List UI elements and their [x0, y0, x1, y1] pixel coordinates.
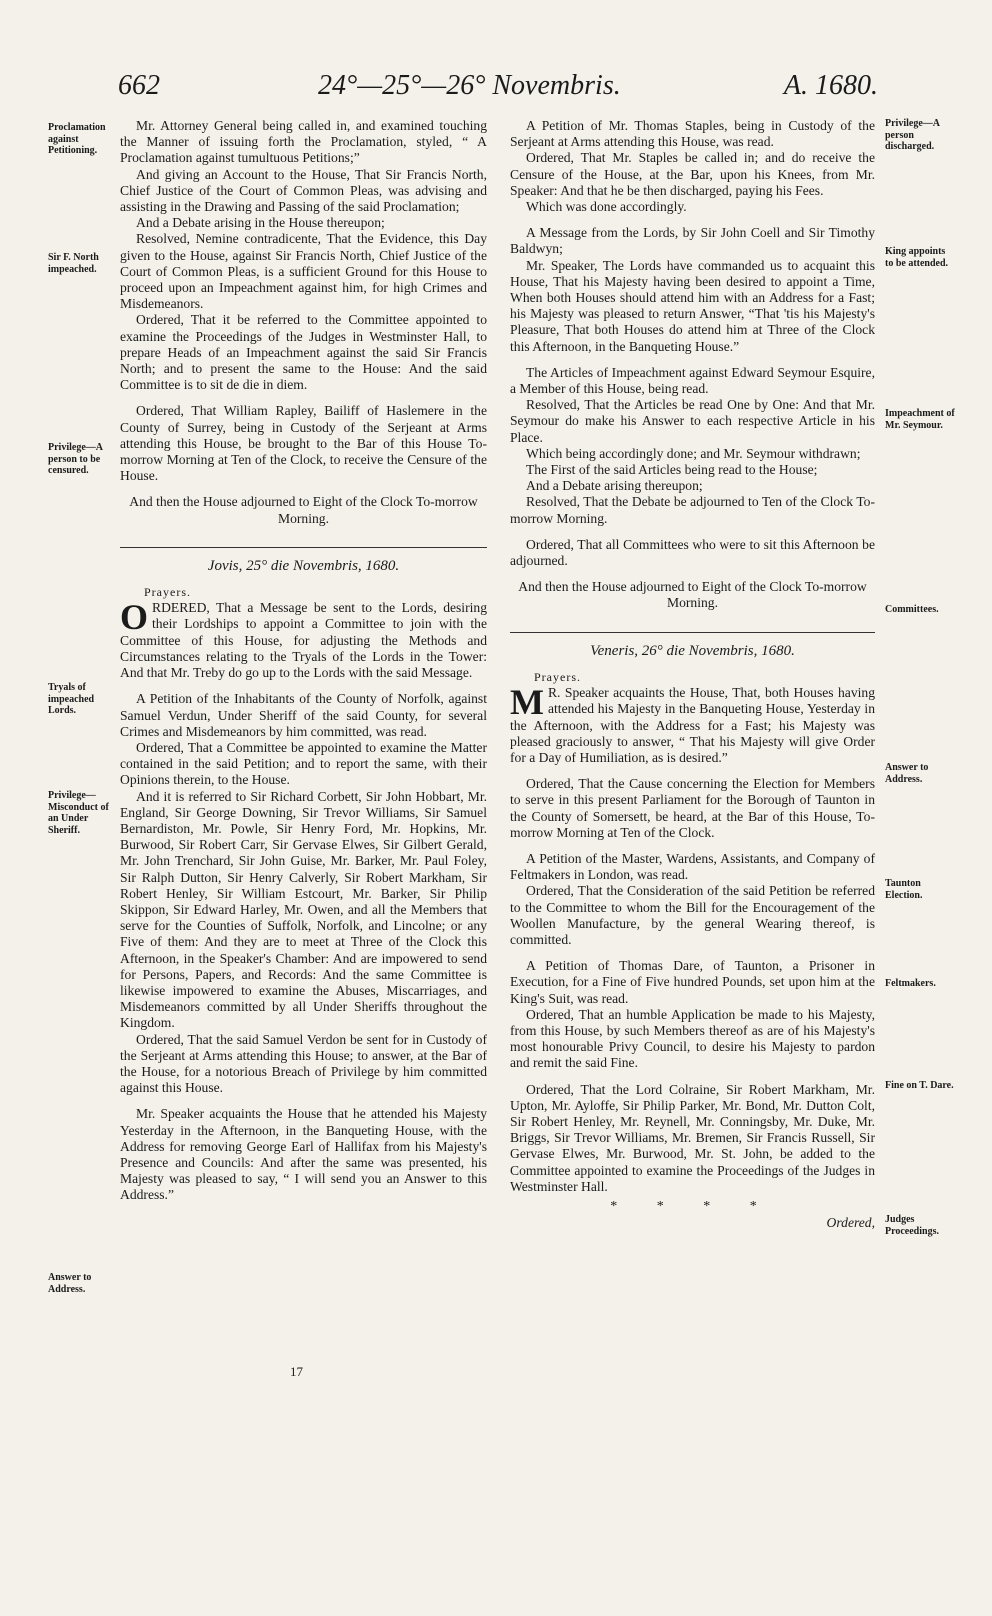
paragraph: Ordered, That William Rapley, Bailiff of Haslemere in the County of Surrey, being in Custody of the Serjeant at Arms attending this House, be brought to the Bar of this House To-morrow Morning at Ten of the Clock, to receive the Censure of the House.: [120, 403, 487, 484]
left-column: [120, 118, 487, 1204]
paragraph: Ordered, That an humble Application be made to his Majesty, from this House, by such Members thereof as are of his Majesty's most honourable Privy Council, to desire his Majesty to pardon and remit the said Fine.: [510, 1006, 875, 1071]
paragraph: Which being accordingly done; and Mr. Seymour withdrawn;: [526, 445, 861, 461]
paragraph: Ordered, That the Cause concerning the Election for Members to serve in this present Parliament for the Borough of Taunton in the County of Somersett, be heard, at the Bar of this House, To-morrow Morning at Ten of the Clock.: [510, 776, 875, 840]
paragraph: Resolved, That the Debate be adjourned to Ten of the Clock To-morrow Morning.: [510, 494, 875, 526]
margin-note: Committees.: [885, 604, 939, 615]
paragraph: And giving an Account to the House, That Sir Francis North, Chief Justice of the Court of Common Pleas, was advising and assisting in the Drawing and Passing of the said Proclamation;: [120, 166, 487, 215]
page-header: [118, 70, 878, 110]
paragraph: Ordered, That the Lord Colraine, Sir Robert Markham, Mr. Upton, Mr. Ayloffe, Sir Philip Parker, Mr. Bond, Mr. Dutton Colt, Sir Robert Henley, Mr. Reynell, Mr. Conningsby, Mr. Duke, Mr. Briggs, Sir Trevor Williams, Mr. Bremen, Sir Francis Russell, Sir Gervase Elwes, Mr. Burwood, Mr. St. John, be added to the Committee appointed to examine the Proceedings of the Judges in Westminster Hall.: [510, 1081, 875, 1194]
day-heading: Jovis, 25° die Novembris, 1680.: [207, 557, 400, 574]
adjournment: And then the House adjourned to Eight of the Clock To-morrow Morning.: [129, 494, 478, 526]
section-rule: [510, 632, 875, 633]
margin-note: Sir F. North impeached.: [48, 252, 99, 275]
margin-note: Privilege—A person discharged.: [885, 118, 940, 152]
adjournment: And then the House adjourned to Eight of the Clock To-morrow Morning.: [518, 579, 867, 611]
section-rule: [120, 547, 487, 548]
right-column: [510, 118, 875, 1231]
paragraph: Mr. Attorney General being called in, and examined touching the Manner of issuing forth the Proclamation, styled, “ A Proclamation against tumultuous Petitions;”: [120, 118, 487, 166]
paragraph: And it is referred to Sir Richard Corbett, Sir John Hobbart, Mr. England, Sir George Downing, Sir Trevor Williams, Sir Samuel Bernardiston, Mr. Powle, Sir Henry Ford, Mr. Hopkins, Mr. Burwood, Sir Robert Carr, Sir Gervase Elwes, Sir Gilbert Gerald, Mr. John Trenchard, Sir John Guise, Mr. Barker, Mr. Paul Foley, Sir Ralph Dutton, Sir Henry Calverly, Sir Robert Markham, Sir Robert Henley, Sir William Estcourt, Mr. Barker, Sir Philip Skippon, Sir Edward Harley, Mr. Owen, and all the Members that serve for the Counties of Suffolk, Norfolk, and Lincolne; or any Five of them: And they are to meet at Three of the Clock this Afternoon, in the Speaker's Chamber: And are impowered to send for Persons, Papers, and Records: And the same Committee is likewise impowered to examine the Abuses, Miscarriages, and Misdemeanors committed by all Under Sheriffs throughout the Kingdom.: [120, 788, 487, 1031]
ornament-stars: * * * *: [610, 1198, 775, 1214]
paragraph: Resolved, That the Articles be read One by One: And that Mr. Seymour do make his Answer to each respective Article in his Place.: [510, 397, 875, 445]
margin-note: Privilege—Misconduct of an Under Sheriff.: [48, 790, 109, 836]
paragraph: Ordered, That the Consideration of the said Petition be referred to the Committee to whom the Bill for the Encouragement of the Woollen Manufacture, by the general Wearing thereof, is committed.: [510, 883, 875, 947]
paragraph: A Petition of Mr. Thomas Staples, being in Custody of the Serjeant at Arms attending this House, was read.: [510, 118, 875, 150]
paragraph: The Articles of Impeachment against Edward Seymour Esquire, a Member of this House, being read.: [510, 364, 875, 397]
margin-note: Tryals of impeached Lords.: [48, 682, 95, 716]
margin-note: Proclamation against Petitioning.: [48, 122, 106, 156]
day-heading: Veneris, 26° die Novembris, 1680.: [590, 642, 795, 659]
margin-note: Privilege—A person to be censured.: [48, 442, 103, 476]
margin-note: Impeachment of Mr. Seymour.: [885, 408, 955, 431]
prayers-label: Prayers.: [534, 669, 581, 684]
prayers-label: Prayers.: [144, 585, 191, 600]
page-number: 662: [118, 70, 160, 101]
margin-note: Fine on T. Dare.: [885, 1080, 954, 1091]
header-year: A. 1680.: [783, 70, 878, 101]
header-dates: 24°—25°—26° Novembris.: [318, 70, 621, 101]
paragraph: Ordered, That all Committees who were to sit this Afternoon be adjourned.: [510, 536, 875, 569]
paragraph: Mr. Speaker, The Lords have commanded us to acquaint this House, That his Majesty having been desired to appoint a Time, When both Houses should attend him with an Address for a Fast; his Majesty was pleased to return Answer, “That 'tis his Majesty's Pleasure, That both Houses do attend him at Three of the Clock this Afternoon, in the Banqueting House.”: [510, 257, 875, 354]
paragraph: A Message from the Lords, by Sir John Coell and Sir Timothy Baldwyn;: [510, 225, 875, 257]
paragraph: Ordered, That Mr. Staples be called in; and do receive the Censure of the House, at the Bar, upon his Knees, from Mr. Speaker: And that he be then discharged, paying his Fees.: [510, 150, 875, 198]
paragraph: A Petition of the Master, Wardens, Assistants, and Company of Feltmakers in London, was read.: [510, 850, 875, 883]
paragraph: Resolved, Nemine contradicente, That the Evidence, this Day given to the House, against Sir Francis North, Chief Justice of the Court of Common Pleas, is a sufficient Ground for this House to proceed upon an Impeachment against him, for high Crimes and Misdemeanors.: [120, 231, 487, 312]
paragraph: Ordered, That it be referred to the Committee appointed to examine the Proceedings of the Judges in Westminster Hall, to prepare Heads of an Impeachment against the said Sir Francis North; and to present the same to the House: And the said Committee is to sit de die in diem.: [120, 312, 487, 393]
margin-note: King appoints to be attended.: [885, 246, 949, 269]
paragraph: R. Speaker acquaints the House, That, both Houses having attended his Majesty in the Banqueting House, Yesterday in the Afternoon, with the Address for a Fast; his Majesty was pleased graciously to answer, “ That his Majesty will give Order for a Day of Humiliation, as is desired.”: [510, 685, 875, 765]
paragraph: RDERED, That a Message be sent to the Lords, desiring their Lordships to appoint a Committee to join with the Committee of this House, for adjusting the Methods and Circumstances relating to the Tryals of the Lords in the Tower: And that Mr. Treby do go up to the Lords with the said Message.: [120, 600, 487, 681]
margin-note: Feltmakers.: [885, 978, 936, 989]
paragraph: A Petition of the Inhabitants of the County of Norfolk, against Samuel Verdun, Under Sheriff of the said County, for several Crimes and Misdemeanors by him committed, was read.: [120, 691, 487, 739]
signature-mark: 17: [290, 1364, 303, 1379]
margin-note: Answer to Address.: [885, 762, 929, 785]
margin-note: Taunton Election.: [885, 878, 923, 901]
paragraph: Which was done accordingly.: [526, 199, 687, 215]
drop-cap: O: [120, 597, 149, 638]
margin-note: Judges Proceedings.: [885, 1214, 939, 1237]
paragraph: And a Debate arising in the House thereupon;: [136, 215, 385, 231]
paragraph: A Petition of Thomas Dare, of Taunton, a Prisoner in Execution, for a Fine of Five hundred Pounds, set upon him at the King's Suit, was read.: [510, 958, 875, 1006]
paragraph: Mr. Speaker acquaints the House that he attended his Majesty Yesterday in the Afternoon, in the Banqueting House, with the Address for removing George Earl of Hallifax from his Majesty's Presence and Councils: And after the same was presented, his Majesty was pleased to say, “ I will send you an Answer to this Address.”: [120, 1106, 487, 1203]
margin-note: Answer to Address.: [48, 1272, 92, 1295]
paragraph: Ordered, That a Committee be appointed to examine the Matter contained in the said Petition; and to report the same, with their Opinions therein, to the House.: [120, 739, 487, 788]
paragraph: Ordered, That the said Samuel Verdon be sent for in Custody of the Serjeant at Arms attending this House; to answer, at the Bar of the House, for a notorious Breach of Privilege by him committed against this House.: [120, 1031, 487, 1096]
catchword: Ordered,: [826, 1215, 875, 1231]
paragraph: And a Debate arising thereupon;: [526, 478, 703, 494]
drop-cap: M: [510, 682, 544, 723]
paragraph: The First of the said Articles being read to the House;: [526, 462, 818, 478]
